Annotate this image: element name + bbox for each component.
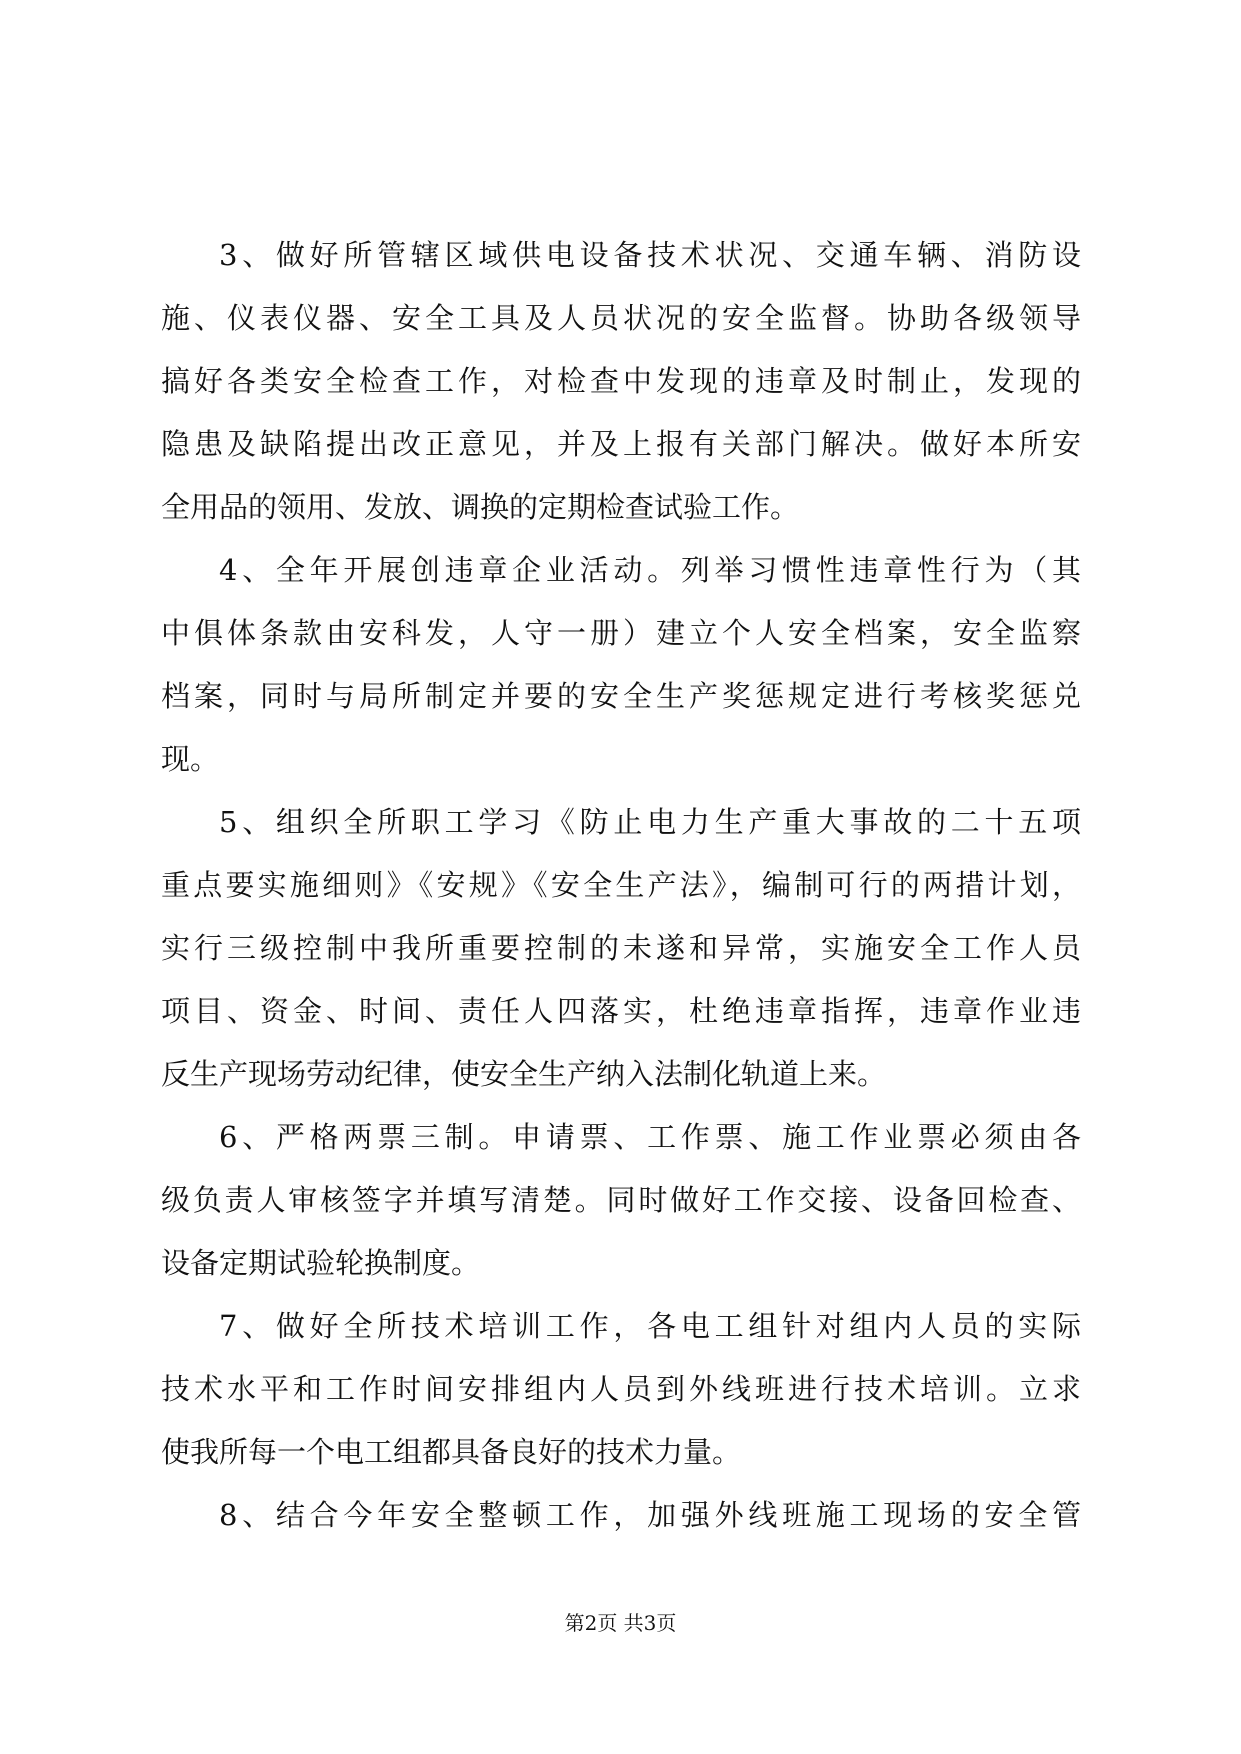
paragraph-item-4 <box>161 539 1081 791</box>
document-body <box>161 224 1081 1547</box>
paragraph-item-8 <box>161 1484 1081 1547</box>
text-line: 搞好各类安全检查工作，对检查中发现的违章及时制止，发现的 <box>161 364 1081 398</box>
paragraph-item-6 <box>161 1106 1081 1295</box>
text-line: 4、全年开展创违章企业活动。列举习惯性违章性行为（其 <box>219 553 1081 587</box>
text-line: 6、严格两票三制。申请票、工作票、施工作业票必须由各 <box>219 1120 1081 1154</box>
paragraph-item-3 <box>161 224 1081 539</box>
text-line: 设备定期试验轮换制度。 <box>161 1246 481 1280</box>
text-line: 中俱体条款由安科发，人守一册）建立个人安全档案，安全监察 <box>161 616 1081 650</box>
text-line: 隐患及缺陷提出改正意见，并及上报有关部门解决。做好本所安 <box>161 427 1081 461</box>
text-line: 5、组织全所职工学习《防止电力生产重大事故的二十五项 <box>219 805 1081 839</box>
text-line: 3、做好所管辖区域供电设备技术状况、交通车辆、消防设 <box>219 238 1081 272</box>
text-line: 级负责人审核签字并填写清楚。同时做好工作交接、设备回检查、 <box>161 1183 1081 1217</box>
text-line: 7、做好全所技术培训工作，各电工组针对组内人员的实际 <box>219 1309 1081 1343</box>
paragraph-item-5 <box>161 791 1081 1106</box>
page-footer <box>0 1608 1241 1638</box>
text-line: 8、结合今年安全整顿工作，加强外线班施工现场的安全管 <box>219 1498 1081 1532</box>
text-line: 项目、资金、时间、责任人四落实，杜绝违章指挥，违章作业违 <box>161 994 1081 1028</box>
text-line: 反生产现场劳动纪律，使安全生产纳入法制化轨道上来。 <box>161 1057 887 1091</box>
text-line: 现。 <box>161 742 220 776</box>
text-line: 技术水平和工作时间安排组内人员到外线班进行技术培训。立求 <box>161 1372 1081 1406</box>
paragraph-item-7 <box>161 1295 1081 1484</box>
text-line: 重点要实施细则》《安规》《安全生产法》，编制可行的两措计划， <box>161 868 1081 902</box>
page-number-label: 第2页 共3页 <box>564 1611 677 1635</box>
text-line: 施、仪表仪器、安全工具及人员状况的安全监督。协助各级领导 <box>161 301 1081 335</box>
text-line: 档案，同时与局所制定并要的安全生产奖惩规定进行考核奖惩兑 <box>161 679 1081 713</box>
text-line: 使我所每一个电工组都具备良好的技术力量。 <box>161 1435 742 1469</box>
text-line: 实行三级控制中我所重要控制的未遂和异常，实施安全工作人员 <box>161 931 1081 965</box>
text-line: 全用品的领用、发放、调换的定期检查试验工作。 <box>161 490 800 524</box>
